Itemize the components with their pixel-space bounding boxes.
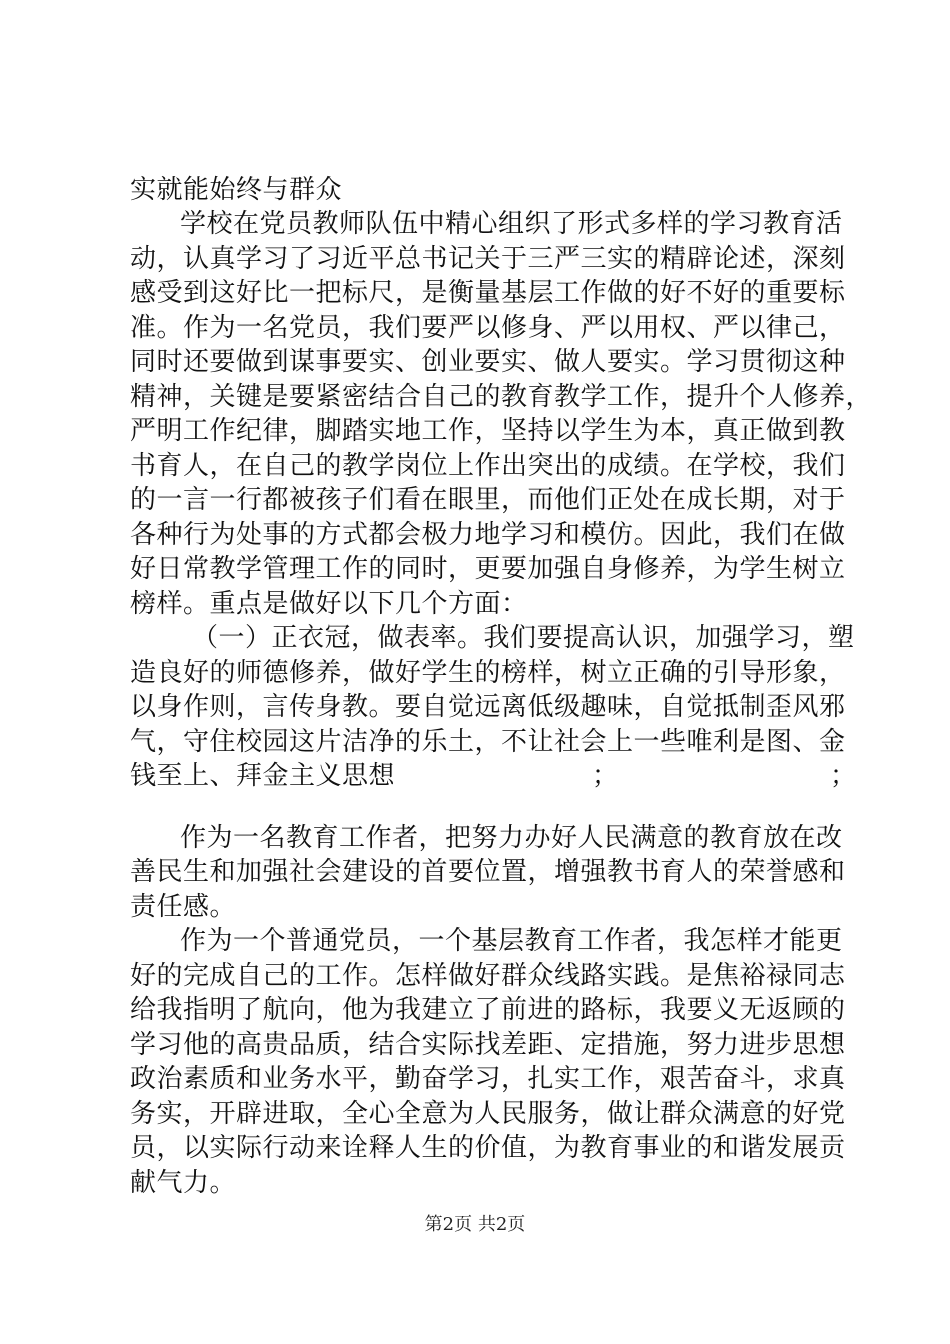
text-line: 气，守住校园这片洁净的乐土，不让社会上一些唯利是图、金 <box>130 727 846 757</box>
text-line: 的一言一行都被孩子们看在眼里，而他们正处在成长期，对于 <box>130 485 846 515</box>
text-line: 好的完成自己的工作。怎样做好群众线路实践。是焦裕禄同志 <box>130 961 846 991</box>
text-line: 务实，开辟进取，全心全意为人民服务，做让群众满意的好党 <box>130 1099 846 1129</box>
text-line: 学习他的高贵品质，结合实际找差距、定措施，努力进步思想 <box>130 1030 846 1060</box>
text-line: 政治素质和业务水平，勤奋学习，扎实工作，艰苦奋斗，求真 <box>130 1064 846 1094</box>
text-line: 严明工作纪律，脚踏实地工作，坚持以学生为本，真正做到教 <box>130 416 846 446</box>
text-line: 员，以实际行动来诠释人生的价值，为教育事业的和谐发展贡 <box>130 1133 846 1163</box>
text-line: 造良好的师德修养，做好学生的榜样，树立正确的引导形象， <box>130 658 846 688</box>
text-line: 以身作则，言传身教。要自觉远离低级趣味，自觉抵制歪风邪 <box>130 692 846 722</box>
text-line: 献气力。 <box>130 1168 237 1198</box>
text-line: 善民生和加强社会建设的首要位置，增强教书育人的荣誉感和 <box>130 857 846 887</box>
text-line: 责任感。 <box>130 892 237 922</box>
text-line: 给我指明了航向，他为我建立了前进的路标，我要义无返顾的 <box>130 995 846 1025</box>
text-line: 好日常教学管理工作的同时，更要加强自身修养，为学生树立 <box>130 554 846 584</box>
text-line: 感受到这好比一把标尺，是衡量基层工作做的好不好的重要标 <box>130 278 846 308</box>
semicolon: ； <box>830 761 857 791</box>
text-line: 同时还要做到谋事要实、创业要实、做人要实。学习贯彻这种 <box>130 347 846 377</box>
text-line: 钱至上、拜金主义思想 <box>130 761 396 791</box>
text-line: 各种行为处事的方式都会极力地学习和模仿。因此，我们在做 <box>130 520 846 550</box>
page-footer: 第2页 共2页 <box>424 1214 526 1235</box>
text-line: 书育人，在自己的教学岗位上作出突出的成绩。在学校，我们 <box>130 451 846 481</box>
text-line: 准。作为一名党员，我们要严以修身、严以用权、严以律己， <box>130 313 846 343</box>
text-line: 精神，关键是要紧密结合自己的教育教学工作，提升个人修养， <box>130 382 873 412</box>
text-line: 动，认真学习了习近平总书记关于三严三实的精辟论述，深刻 <box>130 244 846 274</box>
text-line: 学校在党员教师队伍中精心组织了形式多样的学习教育活 <box>180 209 843 239</box>
text-line: 作为一个普通党员，一个基层教育工作者，我怎样才能更 <box>180 926 843 956</box>
text-line: 作为一名教育工作者，把努力办好人民满意的教育放在改 <box>180 823 843 853</box>
text-line: 榜样。重点是做好以下几个方面： <box>130 589 528 619</box>
text-line: （一）正衣冠，做表率。我们要提高认识，加强学习，塑 <box>192 623 855 653</box>
text-line: 实就能始终与群众 <box>130 175 343 205</box>
semicolon: ； <box>592 761 619 791</box>
